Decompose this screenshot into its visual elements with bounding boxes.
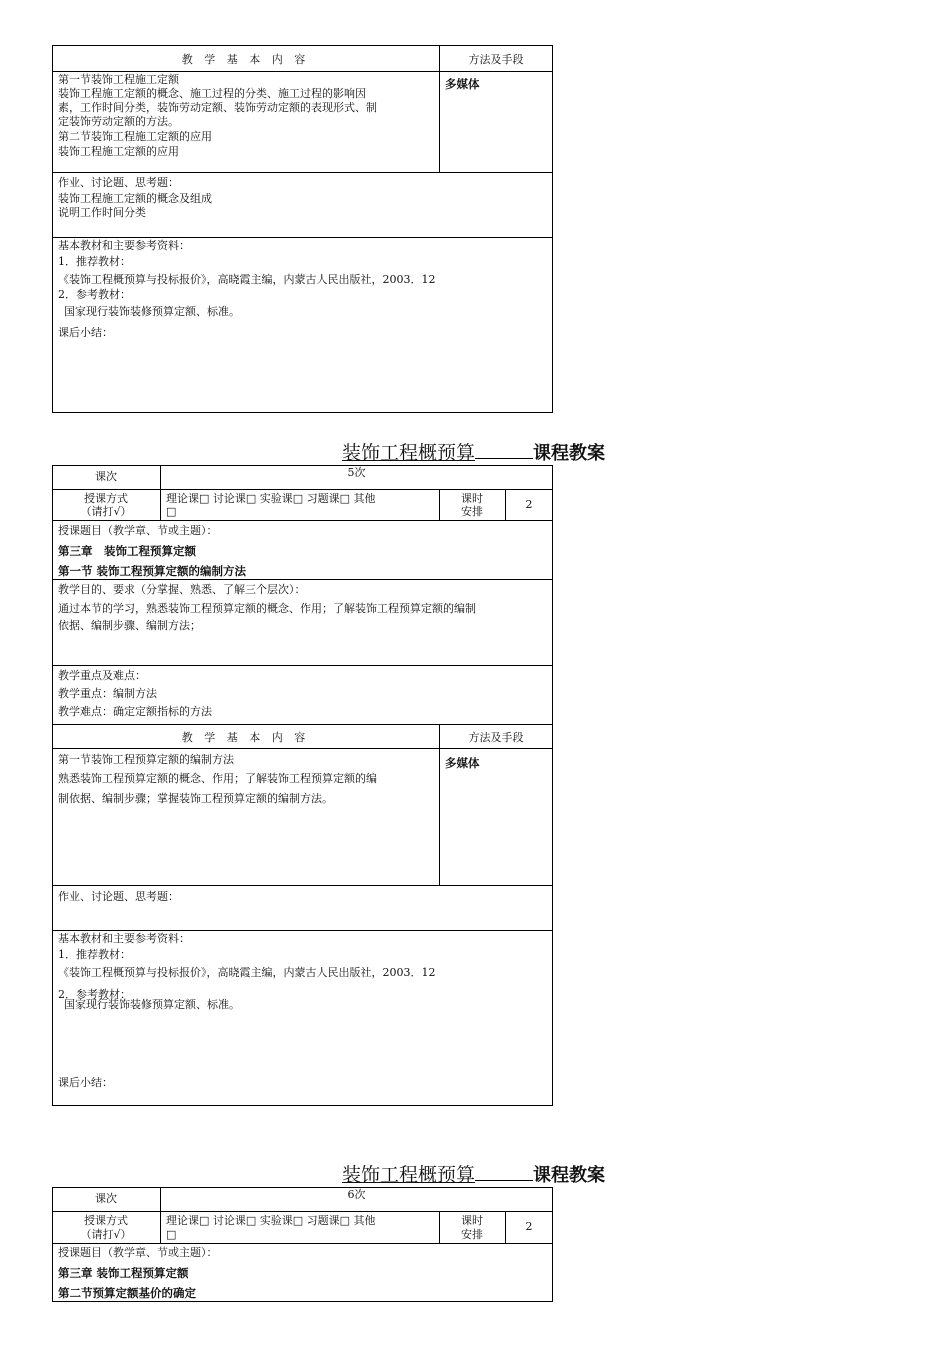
goal-label: 教学目的、要求（分掌握、熟悉、了解三个层次）： (58, 583, 306, 596)
difficult-point: 教学难点：确定定额指标的方法 (58, 705, 212, 718)
course-name: 装饰工程概预算 (342, 1164, 476, 1186)
method-header: 方法及手段 (468, 731, 524, 744)
mode-label: 授课方式 (84, 1214, 128, 1227)
course-tag: 课程教案 (533, 1165, 606, 1186)
content-header: 教 学 基 本 内 容 (181, 731, 310, 744)
recommended-book: 《装饰工程概预算与投标报价》，高晓霞主编，内蒙古人民出版社，2003．12 (58, 273, 436, 286)
course-title (342, 1163, 605, 1187)
chapter-title: 第三章 装饰工程预算定额 (58, 1266, 189, 1280)
course-title (342, 441, 605, 465)
content-line: 第二节装饰工程施工定额的应用 (58, 130, 212, 143)
homework-item: 装饰工程施工定额的概念及组成 (58, 192, 212, 205)
hours-label-2: 安排 (461, 505, 483, 518)
method-header: 方法及手段 (468, 53, 524, 66)
method-value: 多媒体 (445, 77, 480, 91)
lesson-no-label: 课次 (95, 470, 117, 483)
mode-label-hint: （请打√） (80, 1228, 132, 1241)
section-title: 第一节 装饰工程预算定额的编制方法 (58, 564, 247, 578)
recommended-label: 1．推荐教材： (58, 255, 131, 268)
lesson-no-value: 5次 (347, 466, 366, 479)
goal-text: 依据、编制步骤、编制方法； (58, 619, 201, 632)
content-line: 第一节装饰工程预算定额的编制方法 (58, 753, 234, 766)
refs-label: 基本教材和主要参考资料： (58, 239, 190, 252)
content-line: 第一节装饰工程施工定额 (58, 73, 179, 86)
content-line: 素，工作时间分类，装饰劳动定额、装饰劳动定额的表现形式、制 (58, 101, 377, 114)
summary-label: 课后小结： (58, 326, 113, 339)
reference-label: 2．参考教材： (58, 288, 131, 301)
reference-label: 2．参考教材： (58, 988, 131, 1001)
summary-label: 课后小结： (58, 1076, 113, 1089)
lesson-no-value: 6次 (347, 1188, 366, 1201)
course-tag: 课程教案 (533, 443, 606, 464)
hours-label: 课时 (461, 1214, 483, 1227)
refs-label: 基本教材和主要参考资料： (58, 932, 190, 945)
hours-value: 2 (525, 498, 533, 511)
recommended-book: 《装饰工程概预算与投标报价》，高晓霞主编，内蒙古人民出版社，2003．12 (58, 966, 436, 979)
method-value: 多媒体 (445, 756, 480, 770)
mode-options-other: □ (166, 505, 177, 518)
key-label: 教学重点及难点： (58, 669, 146, 682)
content-line: 制依据、编制步骤；掌握装饰工程预算定额的编制方法。 (58, 792, 333, 805)
content-line: 装饰工程施工定额的应用 (58, 145, 179, 158)
hours-label: 课时 (461, 492, 483, 505)
content-line: 熟悉装饰工程预算定额的概念、作用；了解装饰工程预算定额的编 (58, 772, 377, 785)
homework-item: 说明工作时间分类 (58, 206, 146, 219)
reference-book: 国家现行装饰装修预算定额、标准。 (64, 305, 240, 318)
key-point: 教学重点：编制方法 (58, 687, 157, 700)
lesson-no-label: 课次 (95, 1192, 117, 1205)
chapter-title: 第三章 装饰工程预算定额 (58, 544, 196, 558)
hours-value: 2 (525, 1220, 533, 1233)
topic-label: 授课题目（教学章、节或主题）： (58, 524, 218, 537)
goal-text: 通过本节的学习，熟悉装饰工程预算定额的概念、作用；了解装饰工程预算定额的编制 (58, 602, 476, 615)
content-line: 定装饰劳动定额的方法。 (58, 115, 179, 128)
content-line: 装饰工程施工定额的概念、施工过程的分类、施工过程的影响因 (58, 87, 366, 100)
mode-options-other: □ (166, 1228, 177, 1241)
reference-book: 国家现行装饰装修预算定额、标准。 (64, 998, 240, 1011)
section-title: 第二节预算定额基价的确定 (58, 1286, 196, 1300)
homework-label: 作业、讨论题、思考题： (58, 176, 179, 189)
content-header: 教 学 基 本 内 容 (181, 53, 310, 66)
mode-options: 理论课□ 讨论课□ 实验课□ 习题课□ 其他 (166, 1214, 376, 1227)
hours-label-2: 安排 (461, 1228, 483, 1241)
mode-label-hint: （请打√） (80, 505, 132, 518)
mode-options: 理论课□ 讨论课□ 实验课□ 习题课□ 其他 (166, 492, 376, 505)
topic-label: 授课题目（教学章、节或主题）： (58, 1246, 218, 1259)
mode-label: 授课方式 (84, 492, 128, 505)
course-name: 装饰工程概预算 (342, 442, 476, 464)
homework-label: 作业、讨论题、思考题： (58, 890, 179, 903)
recommended-label: 1．推荐教材： (58, 948, 131, 961)
